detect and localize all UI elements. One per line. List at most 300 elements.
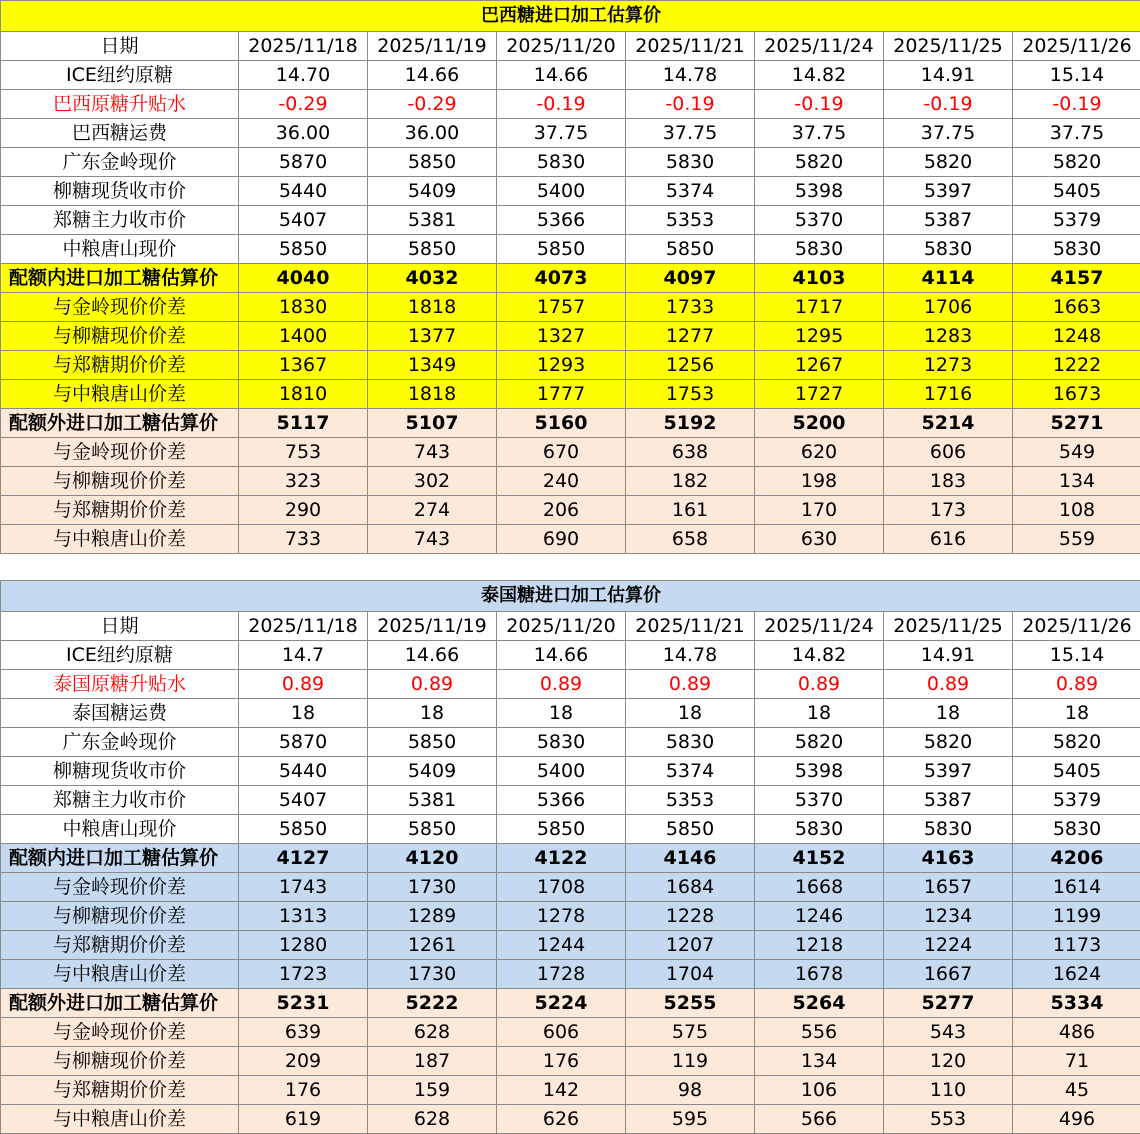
row-label: 与郑糖期价价差 xyxy=(1,931,239,960)
value-cell: 18 xyxy=(497,699,626,728)
date-cell: 2025/11/19 xyxy=(368,32,497,61)
value-cell: 5397 xyxy=(884,757,1013,786)
value-cell: 5409 xyxy=(368,757,497,786)
value-cell: 5379 xyxy=(1013,206,1140,235)
value-cell: 176 xyxy=(239,1076,368,1105)
date-cell: 2025/11/19 xyxy=(368,612,497,641)
value-cell: 5387 xyxy=(884,206,1013,235)
value-cell: 1295 xyxy=(755,322,884,351)
value-cell: -0.19 xyxy=(1013,90,1140,119)
value-cell: 630 xyxy=(755,525,884,554)
value-cell: 553 xyxy=(884,1105,1013,1134)
value-cell: 1277 xyxy=(626,322,755,351)
row-label: 与柳糖现价价差 xyxy=(1,902,239,931)
value-cell: 5850 xyxy=(239,815,368,844)
value-cell: 18 xyxy=(239,699,368,728)
table-row xyxy=(1,293,1140,322)
value-cell: 5830 xyxy=(626,148,755,177)
value-cell: 5830 xyxy=(497,728,626,757)
value-cell: 1730 xyxy=(368,960,497,989)
row-label: 配额外进口加工糖估算价 xyxy=(1,409,239,438)
value-cell: 743 xyxy=(368,525,497,554)
value-cell: 1224 xyxy=(884,931,1013,960)
value-cell: 5387 xyxy=(884,786,1013,815)
table-row xyxy=(1,815,1140,844)
value-cell: 628 xyxy=(368,1018,497,1047)
row-label: ICE纽约原糖 xyxy=(1,641,239,670)
table-row xyxy=(1,322,1140,351)
value-cell: 14.66 xyxy=(368,641,497,670)
value-cell: 5407 xyxy=(239,206,368,235)
value-cell: 1716 xyxy=(884,380,1013,409)
value-cell: 0.89 xyxy=(626,670,755,699)
value-cell: 5830 xyxy=(1013,815,1140,844)
value-cell: 14.66 xyxy=(497,641,626,670)
row-label: 与中粮唐山价差 xyxy=(1,960,239,989)
table-title-row xyxy=(1,1,1140,32)
value-cell: 71 xyxy=(1013,1047,1140,1076)
value-cell: 14.70 xyxy=(239,61,368,90)
value-cell: 5160 xyxy=(497,409,626,438)
table-row xyxy=(1,264,1140,293)
date-cell: 2025/11/20 xyxy=(497,32,626,61)
value-cell: 36.00 xyxy=(368,119,497,148)
date-cell: 2025/11/26 xyxy=(1013,612,1140,641)
value-cell: 120 xyxy=(884,1047,1013,1076)
value-cell: 5370 xyxy=(755,206,884,235)
value-cell: -0.29 xyxy=(239,90,368,119)
brazil-sugar-table xyxy=(0,0,1140,554)
table-row xyxy=(1,235,1140,264)
value-cell: 4032 xyxy=(368,264,497,293)
value-cell: 290 xyxy=(239,496,368,525)
date-row xyxy=(1,612,1140,641)
value-cell: 690 xyxy=(497,525,626,554)
value-cell: 5192 xyxy=(626,409,755,438)
table-row xyxy=(1,699,1140,728)
value-cell: 106 xyxy=(755,1076,884,1105)
value-cell: 5820 xyxy=(884,148,1013,177)
row-label: 与金岭现价价差 xyxy=(1,873,239,902)
value-cell: 1727 xyxy=(755,380,884,409)
value-cell: 619 xyxy=(239,1105,368,1134)
value-cell: 5400 xyxy=(497,177,626,206)
table-row xyxy=(1,206,1140,235)
value-cell: 0.89 xyxy=(368,670,497,699)
value-cell: 4120 xyxy=(368,844,497,873)
value-cell: 1400 xyxy=(239,322,368,351)
thai-sugar-table xyxy=(0,580,1140,1134)
value-cell: 159 xyxy=(368,1076,497,1105)
date-header: 日期 xyxy=(1,32,239,61)
value-cell: 5850 xyxy=(626,815,755,844)
value-cell: 37.75 xyxy=(1013,119,1140,148)
value-cell: 5381 xyxy=(368,786,497,815)
date-header: 日期 xyxy=(1,612,239,641)
value-cell: -0.29 xyxy=(368,90,497,119)
value-cell: 1207 xyxy=(626,931,755,960)
value-cell: 1199 xyxy=(1013,902,1140,931)
value-cell: -0.19 xyxy=(626,90,755,119)
value-cell: 486 xyxy=(1013,1018,1140,1047)
row-label: 配额内进口加工糖估算价 xyxy=(1,264,239,293)
date-row xyxy=(1,32,1140,61)
value-cell: 4097 xyxy=(626,264,755,293)
value-cell: 1818 xyxy=(368,380,497,409)
value-cell: 5107 xyxy=(368,409,497,438)
date-cell: 2025/11/20 xyxy=(497,612,626,641)
value-cell: 1708 xyxy=(497,873,626,902)
value-cell: 543 xyxy=(884,1018,1013,1047)
value-cell: 5870 xyxy=(239,728,368,757)
value-cell: 4114 xyxy=(884,264,1013,293)
value-cell: 1246 xyxy=(755,902,884,931)
value-cell: -0.19 xyxy=(755,90,884,119)
row-label: ICE纽约原糖 xyxy=(1,61,239,90)
row-label: 泰国糖运费 xyxy=(1,699,239,728)
value-cell: 5850 xyxy=(368,235,497,264)
value-cell: 658 xyxy=(626,525,755,554)
value-cell: 1293 xyxy=(497,351,626,380)
value-cell: 1728 xyxy=(497,960,626,989)
value-cell: 18 xyxy=(626,699,755,728)
table-row xyxy=(1,989,1140,1018)
value-cell: 1678 xyxy=(755,960,884,989)
table-row xyxy=(1,148,1140,177)
value-cell: 5374 xyxy=(626,757,755,786)
value-cell: 5366 xyxy=(497,206,626,235)
date-cell: 2025/11/24 xyxy=(755,32,884,61)
date-cell: 2025/11/24 xyxy=(755,612,884,641)
value-cell: 1367 xyxy=(239,351,368,380)
value-cell: 5830 xyxy=(884,235,1013,264)
value-cell: 5370 xyxy=(755,786,884,815)
value-cell: 5830 xyxy=(497,148,626,177)
value-cell: 1377 xyxy=(368,322,497,351)
row-label: 广东金岭现价 xyxy=(1,148,239,177)
value-cell: 5830 xyxy=(626,728,755,757)
table-row xyxy=(1,1047,1140,1076)
value-cell: 556 xyxy=(755,1018,884,1047)
value-cell: 1704 xyxy=(626,960,755,989)
value-cell: 1810 xyxy=(239,380,368,409)
value-cell: -0.19 xyxy=(884,90,1013,119)
row-label: 配额内进口加工糖估算价 xyxy=(1,844,239,873)
value-cell: 18 xyxy=(755,699,884,728)
value-cell: 1717 xyxy=(755,293,884,322)
value-cell: 628 xyxy=(368,1105,497,1134)
value-cell: 5820 xyxy=(755,148,884,177)
row-label: 与柳糖现价价差 xyxy=(1,467,239,496)
table-row xyxy=(1,902,1140,931)
value-cell: 5400 xyxy=(497,757,626,786)
value-cell: 5231 xyxy=(239,989,368,1018)
value-cell: 5850 xyxy=(239,235,368,264)
value-cell: 5440 xyxy=(239,757,368,786)
value-cell: 753 xyxy=(239,438,368,467)
value-cell: 18 xyxy=(884,699,1013,728)
value-cell: 5440 xyxy=(239,177,368,206)
value-cell: 1280 xyxy=(239,931,368,960)
value-cell: 595 xyxy=(626,1105,755,1134)
value-cell: 1757 xyxy=(497,293,626,322)
value-cell: 1753 xyxy=(626,380,755,409)
value-cell: 5850 xyxy=(497,235,626,264)
value-cell: 37.75 xyxy=(755,119,884,148)
value-cell: 5264 xyxy=(755,989,884,1018)
value-cell: 110 xyxy=(884,1076,1013,1105)
value-cell: 1830 xyxy=(239,293,368,322)
value-cell: 5117 xyxy=(239,409,368,438)
value-cell: 1663 xyxy=(1013,293,1140,322)
value-cell: 1673 xyxy=(1013,380,1140,409)
value-cell: 5850 xyxy=(368,728,497,757)
row-label: 与中粮唐山价差 xyxy=(1,380,239,409)
value-cell: 182 xyxy=(626,467,755,496)
table-row xyxy=(1,931,1140,960)
table-row xyxy=(1,525,1140,554)
value-cell: 639 xyxy=(239,1018,368,1047)
value-cell: 4163 xyxy=(884,844,1013,873)
date-cell: 2025/11/21 xyxy=(626,612,755,641)
value-cell: 1283 xyxy=(884,322,1013,351)
value-cell: 5277 xyxy=(884,989,1013,1018)
value-cell: 5255 xyxy=(626,989,755,1018)
value-cell: 14.66 xyxy=(497,61,626,90)
row-label: 与柳糖现价价差 xyxy=(1,322,239,351)
value-cell: 5850 xyxy=(368,148,497,177)
date-cell: 2025/11/25 xyxy=(884,612,1013,641)
value-cell: 5409 xyxy=(368,177,497,206)
value-cell: 1234 xyxy=(884,902,1013,931)
value-cell: 1228 xyxy=(626,902,755,931)
value-cell: 173 xyxy=(884,496,1013,525)
value-cell: 134 xyxy=(755,1047,884,1076)
value-cell: 5379 xyxy=(1013,786,1140,815)
row-label: 中粮唐山现价 xyxy=(1,815,239,844)
value-cell: 4103 xyxy=(755,264,884,293)
table-row xyxy=(1,786,1140,815)
value-cell: 5271 xyxy=(1013,409,1140,438)
table-row xyxy=(1,670,1140,699)
row-label: 柳糖现货收市价 xyxy=(1,177,239,206)
row-label: 巴西原糖升贴水 xyxy=(1,90,239,119)
value-cell: 1624 xyxy=(1013,960,1140,989)
value-cell: 206 xyxy=(497,496,626,525)
value-cell: 5214 xyxy=(884,409,1013,438)
value-cell: 1723 xyxy=(239,960,368,989)
value-cell: 14.66 xyxy=(368,61,497,90)
date-cell: 2025/11/18 xyxy=(239,612,368,641)
value-cell: 1667 xyxy=(884,960,1013,989)
value-cell: 161 xyxy=(626,496,755,525)
value-cell: 5830 xyxy=(1013,235,1140,264)
value-cell: 733 xyxy=(239,525,368,554)
value-cell: 15.14 xyxy=(1013,641,1140,670)
value-cell: 5353 xyxy=(626,786,755,815)
value-cell: 14.82 xyxy=(755,61,884,90)
value-cell: 15.14 xyxy=(1013,61,1140,90)
value-cell: 5353 xyxy=(626,206,755,235)
value-cell: 1218 xyxy=(755,931,884,960)
value-cell: 5374 xyxy=(626,177,755,206)
value-cell: 302 xyxy=(368,467,497,496)
value-cell: 0.89 xyxy=(884,670,1013,699)
value-cell: 1733 xyxy=(626,293,755,322)
table-row xyxy=(1,757,1140,786)
table-row xyxy=(1,438,1140,467)
table-row xyxy=(1,61,1140,90)
row-label: 郑糖主力收市价 xyxy=(1,786,239,815)
value-cell: 566 xyxy=(755,1105,884,1134)
value-cell: 1743 xyxy=(239,873,368,902)
table-row xyxy=(1,177,1140,206)
table-row xyxy=(1,728,1140,757)
table-row xyxy=(1,960,1140,989)
value-cell: 5850 xyxy=(368,815,497,844)
table-row xyxy=(1,1076,1140,1105)
row-label: 广东金岭现价 xyxy=(1,728,239,757)
value-cell: 5222 xyxy=(368,989,497,1018)
value-cell: 176 xyxy=(497,1047,626,1076)
value-cell: 1273 xyxy=(884,351,1013,380)
value-cell: 14.78 xyxy=(626,61,755,90)
value-cell: 5820 xyxy=(755,728,884,757)
value-cell: 1248 xyxy=(1013,322,1140,351)
value-cell: 37.75 xyxy=(497,119,626,148)
value-cell: 5820 xyxy=(884,728,1013,757)
value-cell: 743 xyxy=(368,438,497,467)
value-cell: 5334 xyxy=(1013,989,1140,1018)
value-cell: 1614 xyxy=(1013,873,1140,902)
table-title: 巴西糖进口加工估算价 xyxy=(1,1,1140,32)
value-cell: 620 xyxy=(755,438,884,467)
row-label: 与郑糖期价价差 xyxy=(1,496,239,525)
value-cell: 5224 xyxy=(497,989,626,1018)
value-cell: 5405 xyxy=(1013,757,1140,786)
row-label: 与柳糖现价价差 xyxy=(1,1047,239,1076)
value-cell: 5407 xyxy=(239,786,368,815)
row-label: 与郑糖期价价差 xyxy=(1,351,239,380)
value-cell: 4157 xyxy=(1013,264,1140,293)
value-cell: 4146 xyxy=(626,844,755,873)
value-cell: 1278 xyxy=(497,902,626,931)
date-cell: 2025/11/18 xyxy=(239,32,368,61)
value-cell: 0.89 xyxy=(239,670,368,699)
value-cell: 5850 xyxy=(497,815,626,844)
value-cell: 0.89 xyxy=(755,670,884,699)
value-cell: 4127 xyxy=(239,844,368,873)
value-cell: 1657 xyxy=(884,873,1013,902)
value-cell: 1289 xyxy=(368,902,497,931)
value-cell: 1327 xyxy=(497,322,626,351)
value-cell: 5398 xyxy=(755,177,884,206)
table-row xyxy=(1,119,1140,148)
value-cell: 559 xyxy=(1013,525,1140,554)
value-cell: 187 xyxy=(368,1047,497,1076)
value-cell: 209 xyxy=(239,1047,368,1076)
value-cell: 240 xyxy=(497,467,626,496)
value-cell: 1684 xyxy=(626,873,755,902)
row-label: 柳糖现货收市价 xyxy=(1,757,239,786)
value-cell: 4040 xyxy=(239,264,368,293)
table-row xyxy=(1,380,1140,409)
value-cell: 0.89 xyxy=(497,670,626,699)
value-cell: 18 xyxy=(368,699,497,728)
value-cell: 5381 xyxy=(368,206,497,235)
value-cell: 5830 xyxy=(755,815,884,844)
value-cell: 108 xyxy=(1013,496,1140,525)
value-cell: 170 xyxy=(755,496,884,525)
value-cell: 5200 xyxy=(755,409,884,438)
row-label: 配额外进口加工糖估算价 xyxy=(1,989,239,1018)
value-cell: 4152 xyxy=(755,844,884,873)
value-cell: 575 xyxy=(626,1018,755,1047)
value-cell: 5820 xyxy=(1013,148,1140,177)
table-row xyxy=(1,873,1140,902)
value-cell: 36.00 xyxy=(239,119,368,148)
row-label: 与中粮唐山价差 xyxy=(1,525,239,554)
value-cell: 496 xyxy=(1013,1105,1140,1134)
value-cell: 142 xyxy=(497,1076,626,1105)
value-cell: 14.7 xyxy=(239,641,368,670)
table-row xyxy=(1,351,1140,380)
table-row xyxy=(1,496,1140,525)
value-cell: 0.89 xyxy=(1013,670,1140,699)
value-cell: 14.91 xyxy=(884,641,1013,670)
row-label: 中粮唐山现价 xyxy=(1,235,239,264)
date-cell: 2025/11/21 xyxy=(626,32,755,61)
value-cell: 183 xyxy=(884,467,1013,496)
date-cell: 2025/11/26 xyxy=(1013,32,1140,61)
value-cell: 1313 xyxy=(239,902,368,931)
table-title: 泰国糖进口加工估算价 xyxy=(1,581,1140,612)
value-cell: 1261 xyxy=(368,931,497,960)
value-cell: 5366 xyxy=(497,786,626,815)
row-label: 与中粮唐山价差 xyxy=(1,1105,239,1134)
value-cell: 606 xyxy=(884,438,1013,467)
value-cell: 1173 xyxy=(1013,931,1140,960)
table-row xyxy=(1,90,1140,119)
value-cell: 5397 xyxy=(884,177,1013,206)
value-cell: 1256 xyxy=(626,351,755,380)
table-title-row xyxy=(1,581,1140,612)
table-row xyxy=(1,1105,1140,1134)
value-cell: 1706 xyxy=(884,293,1013,322)
value-cell: 119 xyxy=(626,1047,755,1076)
value-cell: 4206 xyxy=(1013,844,1140,873)
row-label: 与金岭现价价差 xyxy=(1,293,239,322)
value-cell: 5820 xyxy=(1013,728,1140,757)
value-cell: 5405 xyxy=(1013,177,1140,206)
value-cell: 5870 xyxy=(239,148,368,177)
value-cell: 198 xyxy=(755,467,884,496)
value-cell: 37.75 xyxy=(884,119,1013,148)
value-cell: 45 xyxy=(1013,1076,1140,1105)
value-cell: 5830 xyxy=(755,235,884,264)
row-label: 与金岭现价价差 xyxy=(1,1018,239,1047)
row-label: 郑糖主力收市价 xyxy=(1,206,239,235)
value-cell: 1349 xyxy=(368,351,497,380)
value-cell: 549 xyxy=(1013,438,1140,467)
table-row xyxy=(1,409,1140,438)
value-cell: 1222 xyxy=(1013,351,1140,380)
row-label: 与郑糖期价价差 xyxy=(1,1076,239,1105)
table-row xyxy=(1,641,1140,670)
value-cell: 4122 xyxy=(497,844,626,873)
value-cell: 1668 xyxy=(755,873,884,902)
table-row xyxy=(1,844,1140,873)
